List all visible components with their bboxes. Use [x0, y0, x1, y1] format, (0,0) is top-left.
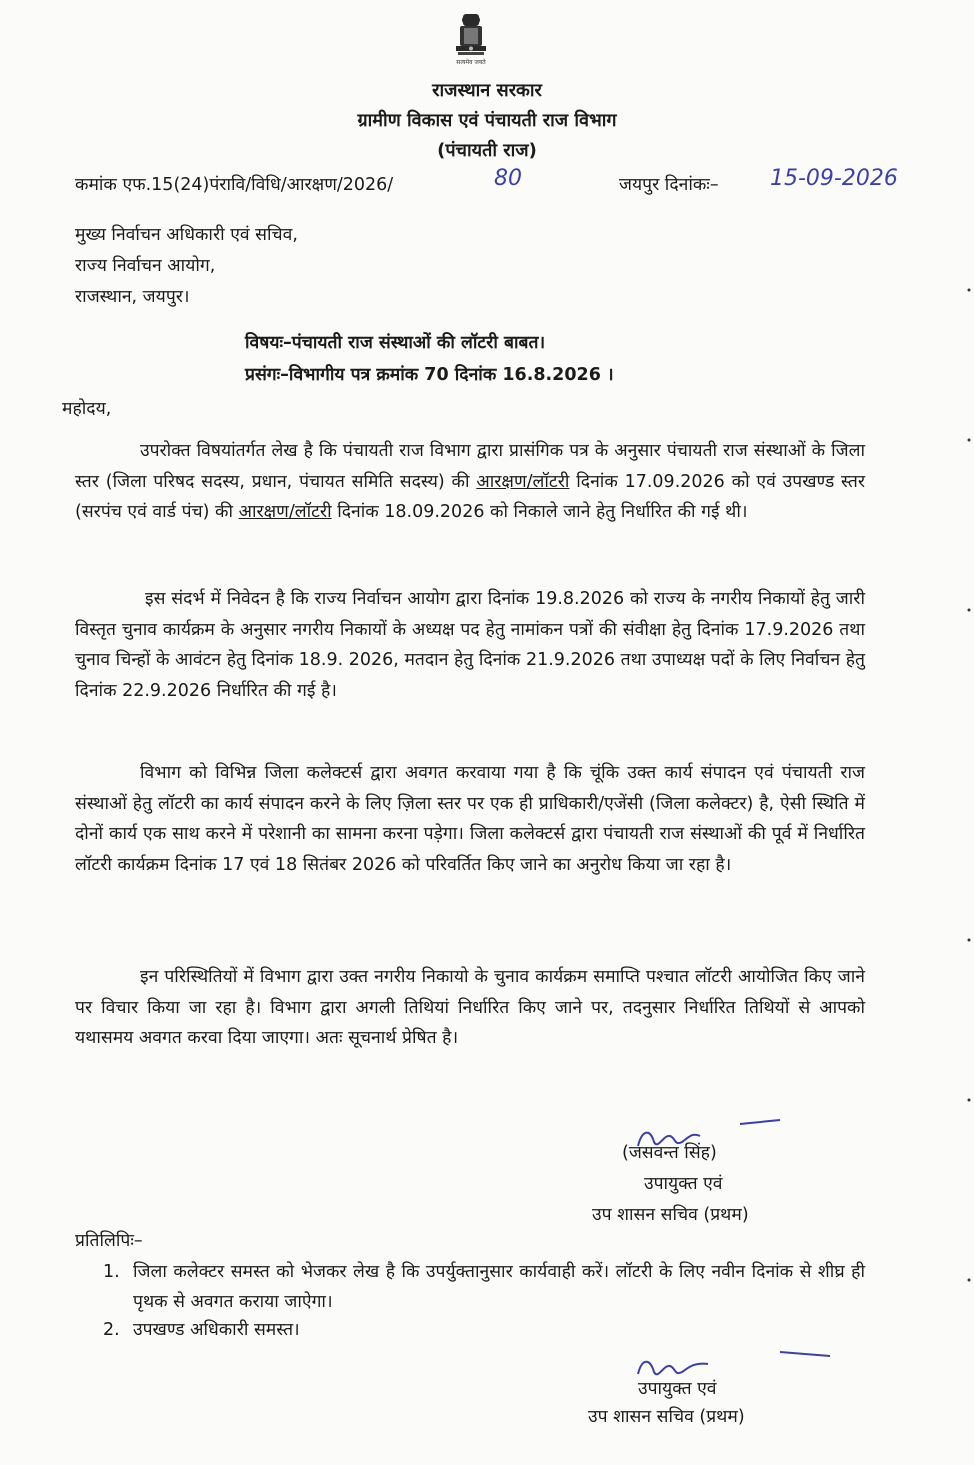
signatory-name: (जसवन्त सिंह) [622, 1143, 717, 1163]
date-label: जयपुर दिनांकः– [619, 175, 719, 195]
addressee-line-3: राजस्थान, जयपुर। [75, 287, 190, 307]
copy-label: प्रतिलिपिः– [75, 1231, 143, 1251]
salutation: महोदय, [62, 399, 112, 419]
context-line: प्रसंगः–विभागीय पत्र क्रमांक 70 दिनांक 16.8.2026 । [245, 365, 614, 385]
reference-handwritten-number: 80 [494, 166, 522, 191]
reference-number: कमांक एफ.15(24)पंरावि/विधि/आरक्षण/2026/ [75, 175, 394, 195]
paragraph-1: उपरोक्त विषयांतर्गत लेख है कि पंचायती राज विभाग द्वारा प्रासंगिक पत्र के अनुसार पंचायती राज संस्थाओं के जिला स्तर (जिला परिषद सदस्य, प्रधान, पंचायत समिति सदस्य) की आरक्षण/लॉटरी दिनांक 17.09.2026 को एवं उपखण्ड स्तर (सरपंच एवं वार्ड पंच) की आरक्षण/लॉटरी दिनांक 18.09.2026 को निकाले जाने हेतु निर्धारित की गई थी। [75, 441, 865, 522]
division-name: (पंचायती राज) [437, 140, 537, 161]
copy-signatory-title-2: उप शासन सचिव (प्रथम) [588, 1407, 745, 1427]
addressee-line-1: मुख्य निर्वाचन अधिकारी एवं सचिव, [75, 225, 298, 245]
paragraph-2: इस संदर्भ में निवेदन है कि राज्य निर्वाचन आयोग द्वारा दिनांक 19.8.2026 को राज्य के नगरीय निकायों हेतु जारी विस्तृत चुनाव कार्यक्रम के अनुसार नगरीय निकायों के अध्यक्ष पद हेतु नामांकन पत्रों की संवीक्षा हेतु दिनांक 17.9.2026 तथा चुनाव चिन्हों के आवंटन हेतु दिनांक 18.9. 2026, मतदान हेतु दिनांक 21.9.2026 तथा उपाध्यक्ष पदों के लिए निर्वाचन हेतु दिनांक 22.9.2026 निर्धारित की गई है। [75, 589, 865, 701]
copy-item-1: 1. जिला कलेक्टर समस्त को भेजकर लेख है कि उपर्युक्तानुसार कार्यवाही करें। लॉटरी के लिए नवीन दिनांक से शीघ्र ही पृथक से अवगत कराया जाऐगा। [103, 1262, 865, 1312]
signatory-title-1: उपायुक्त एवं [644, 1174, 723, 1194]
paragraph-4: इन परिस्थितियों में विभाग द्वारा उक्त नगरीय निकायो के चुनाव कार्यक्रम समाप्ति पश्चात लॉटरी आयोजित किए जाने पर विचार किया जा रहा है। विभाग द्वारा अगली तिथियां निर्धारित किए जाने पर, तदनुसार निर्धारित तिथियों से आपको यथासमय अवगत करवा दिया जाएगा। अतः सूचनार्थ प्रेषित है। [75, 967, 865, 1048]
subject-line: विषयः–पंचायती राज संस्थाओं की लॉटरी बाबत। [245, 333, 546, 353]
emblem-caption: सत्यमेव जयते [456, 59, 486, 66]
copy-signatory-title-1: उपायुक्त एवं [638, 1379, 717, 1399]
government-name: राजस्थान सरकार [432, 80, 542, 101]
signatory-title-2: उप शासन सचिव (प्रथम) [592, 1205, 749, 1225]
date-handwritten: 15-09-2026 [770, 166, 898, 191]
copy-item-2: 2. उपखण्ड अधिकारी समस्त। [103, 1320, 300, 1340]
department-name: ग्रामीण विकास एवं पंचायती राज विभाग [357, 110, 617, 131]
edge-marks [966, 280, 972, 1430]
state-emblem-icon [446, 10, 496, 70]
addressee-line-2: राज्य निर्वाचन आयोग, [75, 256, 216, 276]
paragraph-3: विभाग को विभिन्न जिला कलेक्टर्स द्वारा अवगत करवाया गया है कि चूंकि उक्त कार्य संपादन एवं पंचायती राज संस्थाओं हेतु लॉटरी का कार्य संपादन करने के लिए ज़िला स्तर पर एक ही प्राधिकारी/एजेंसी (जिला कलेक्टर) है, ऐसी स्थिति में दोनों कार्य एक साथ करने में परेशानी का सामना करना पड़ेगा। जिला कलेक्टर्स द्वारा पंचायती राज संस्थाओं की पूर्व में निर्धारित लॉटरी कार्यक्रम दिनांक 17 एवं 18 सितंबर 2026 को परिवर्तित किए जाने का अनुरोध किया जा रहा है। [75, 763, 865, 875]
